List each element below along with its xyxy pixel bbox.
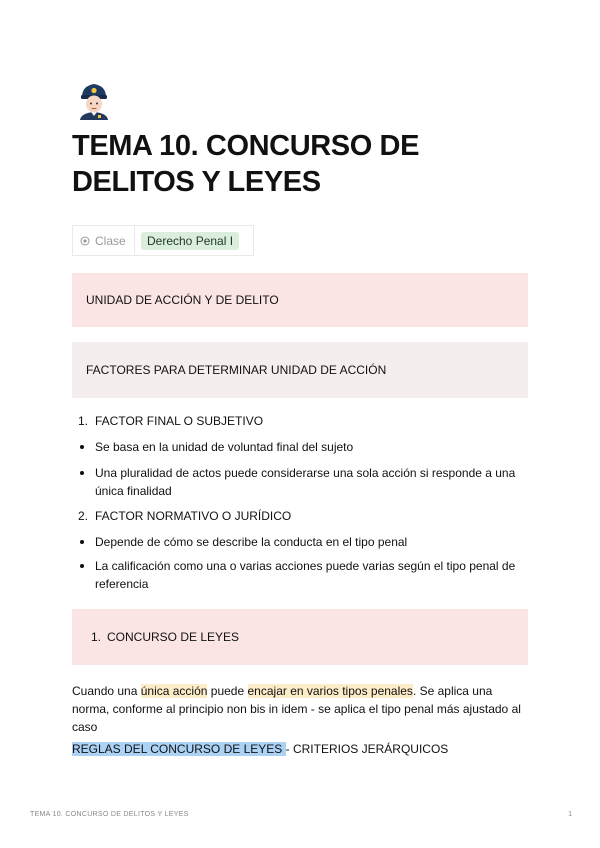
list-item-text: FACTOR NORMATIVO O JURÍDICO <box>95 509 292 523</box>
bullet-item <box>78 438 524 456</box>
class-tag[interactable]: Derecho Penal I <box>141 232 239 250</box>
list-number: 2. <box>78 509 89 523</box>
paragraph-text: puede <box>207 684 248 698</box>
callout-concurso-text: CONCURSO DE LEYES <box>107 630 240 644</box>
list-number: 1. <box>78 414 89 428</box>
property-name <box>73 226 135 255</box>
callout-unidad-text: UNIDAD DE ACCIÓN Y DE DELITO <box>86 293 279 307</box>
rules-line <box>72 742 448 756</box>
property-row <box>72 225 254 256</box>
list-item-text: FACTOR FINAL O SUBJETIVO <box>95 414 264 428</box>
bullet-item <box>78 464 524 500</box>
property-value[interactable] <box>135 226 253 255</box>
callout-concurso-number: 1. <box>91 630 102 644</box>
callout-factores-text: FACTORES PARA DETERMINAR UNIDAD DE ACCIÓN <box>86 363 387 377</box>
target-icon <box>80 236 90 246</box>
paragraph-text: . Se aplica una norma, conforme al principio non bis in idem - se aplica el tipo penal más ajustado al caso <box>72 684 521 734</box>
bullet-text: Una pluralidad de actos puede considerarse una sola acción si responde a una única finalidad <box>95 466 516 498</box>
police-officer-emoji-icon <box>76 80 112 120</box>
bullet-text: La calificación como una o varias acciones puede varias según el tipo penal de referencia <box>95 559 516 591</box>
callout-unidad <box>72 273 528 327</box>
footer-doc-title: TEMA 10. CONCURSO DE DELITOS Y LEYES <box>30 811 189 818</box>
callout-concurso <box>72 609 528 665</box>
highlight-encajar: encajar en varios tipos penales <box>247 684 413 698</box>
bullet-text: Se basa en la unidad de voluntad final del sujeto <box>95 440 354 454</box>
numbered-item-2 <box>78 509 291 523</box>
bullet-text: Depende de cómo se describe la conducta en el tipo penal <box>95 535 408 549</box>
paragraph-text: Cuando una <box>72 684 141 698</box>
footer-page-number: 1 <box>568 811 572 818</box>
bullet-item <box>78 533 524 551</box>
page-title: TEMA 10. CONCURSO DE DELITOS Y LEYES <box>72 130 420 198</box>
highlight-unica-accion: única acción <box>140 684 208 698</box>
property-name-label: Clase <box>95 233 126 248</box>
callout-factores <box>72 342 528 398</box>
rules-highlight: REGLAS DEL CONCURSO DE LEYES <box>72 742 286 756</box>
rules-text: - CRITERIOS JERÁRQUICOS <box>285 742 449 756</box>
numbered-item-1 <box>78 414 263 428</box>
bullet-item <box>78 557 524 593</box>
body-paragraph <box>72 682 528 736</box>
